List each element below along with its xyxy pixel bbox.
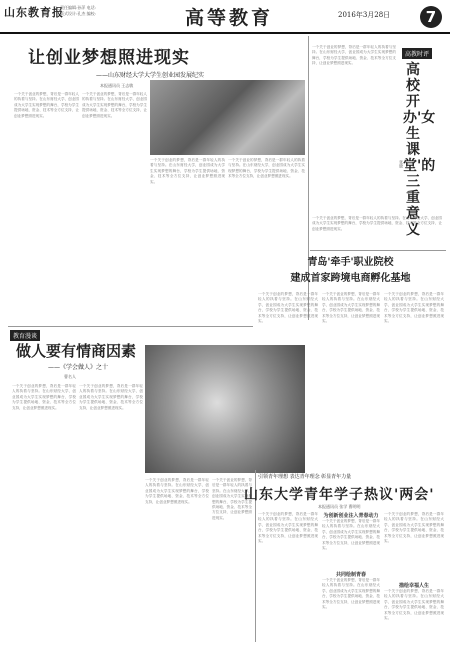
article4-right-column bbox=[384, 512, 444, 640]
article4-column: 一个关于创业的梦想，背后是一群年轻人的执着与坚持。在山东财经大学，创业园成为大学生实现梦想的舞台，学校为学生提供场地、资金、技术等全方位支持，让创业梦想照进现实。 bbox=[322, 578, 380, 610]
article4-inline-head: 为创新创业注入青春动力 bbox=[323, 513, 379, 519]
article4-byline: 本报通讯员 张学 曹明明 bbox=[318, 504, 361, 509]
article3-column: 一个关于创业的梦想，背后是一群年轻人的执着与坚持。在山东财经大学，创业园成为大学生实现梦想的舞台，学校为学生提供场地、资金、技术等全方位支持，让创业梦想照进现实。 bbox=[79, 384, 143, 410]
article4-inline-head: 描绘幸福人生 bbox=[398, 583, 429, 589]
article3-headline: 做人要有情商因素 bbox=[16, 342, 137, 360]
opinion-column: 一个关于创业的梦想，背后是一群年轻人的执着与坚持。在山东财经大学，创业园成为大学生实现梦想的舞台，学校为学生提供场地、资金、技术等全方位支持，让创业梦想照进现实。 bbox=[312, 45, 396, 66]
article2-column: 一个关于创业的梦想，背后是一群年轻人的执着与坚持。在山东财经大学，创业园成为大学生实现梦想的舞台，学校为学生提供场地、资金、技术等全方位支持，让创业梦想照进现实。 bbox=[322, 292, 380, 324]
article4-subhead: 引领青年理想 表达青年理念 彰显青年力量 bbox=[258, 474, 352, 480]
opinion-column: 一个关于创业的梦想，背后是一群年轻人的执着与坚持。在山东财经大学，创业园成为大学生实现梦想的舞台，学校为学生提供场地、资金、技术等全方位支持，让创业梦想照进现实。 bbox=[312, 216, 442, 231]
section-rule bbox=[310, 250, 446, 251]
editor-meta bbox=[60, 5, 96, 17]
article4-column: 一个关于创业的梦想，背后是一群年轻人的执着与坚持。在山东财经大学，创业园成为大学生实现梦想的舞台，学校为学生提供场地、资金、技术等全方位支持，让创业梦想照进现实。 bbox=[258, 512, 318, 544]
section-title: 高等教育 bbox=[185, 7, 274, 29]
article2-headline-line: 建成首家跨境电商孵化基地 bbox=[290, 273, 411, 284]
article3-column: 一个关于创业的梦想，背后是一群年轻人的执着与坚持。在山东财经大学，创业园成为大学生实现梦想的舞台，学校为学生提供场地、资金、技术等全方位支持，让创业梦想照进现实。 bbox=[212, 478, 252, 520]
article3-label: 教育漫谈 bbox=[10, 330, 40, 341]
article3-column: 一个关于创业的梦想，背后是一群年轻人的执着与坚持。在山东财经大学，创业园成为大学生实现梦想的舞台，学校为学生提供场地、资金、技术等全方位支持，让创业梦想照进现实。 bbox=[12, 384, 76, 410]
newspaper-logo: 山东教育报 bbox=[4, 6, 64, 19]
article4-inline-head: 共同绘制青春 bbox=[335, 572, 366, 578]
article1-byline: 本报通讯员 王志敏 bbox=[100, 83, 134, 88]
opinion-headline: 高校开办'女生课堂'的三重意义 bbox=[403, 62, 436, 238]
article4-column: 一个关于创业的梦想，背后是一群年轻人的执着与坚持。在山东财经大学，创业园成为大学生实现梦想的舞台，学校为学生提供场地、资金、技术等全方位支持，让创业梦想照进现实。 bbox=[322, 519, 380, 551]
article4-headline: 山东大学青年学子热议'两会' bbox=[244, 487, 435, 503]
issue-date: 2016年3月28日 bbox=[338, 11, 391, 19]
article1-photo bbox=[150, 80, 305, 155]
article2-column: 一个关于创业的梦想，背后是一群年轻人的执着与坚持。在山东财经大学，创业园成为大学生实现梦想的舞台，学校为学生提供场地、资金、技术等全方位支持，让创业梦想照进现实。 bbox=[258, 292, 318, 324]
article3-photo bbox=[145, 345, 305, 473]
article2-headline bbox=[258, 255, 443, 287]
article4-column: 一个关于创业的梦想，背后是一群年轻人的执着与坚持。在山东财经大学，创业园成为大学生实现梦想的舞台，学校为学生提供场地、资金、技术等全方位支持，让创业梦想照进现实。 bbox=[384, 512, 444, 544]
article3-column: 一个关于创业的梦想，背后是一群年轻人的执着与坚持。在山东财经大学，创业园成为大学生实现梦想的舞台，学校为学生提供场地、资金、技术等全方位支持，让创业梦想照进现实。 bbox=[145, 478, 209, 504]
article1-subhead: ——山东财经大学大学生创业园发展纪实 bbox=[96, 72, 205, 79]
meta-line: 责任编辑:孙萍 电话: bbox=[60, 5, 96, 10]
meta-line: 版式设计:孔杰 编校: bbox=[60, 11, 96, 16]
section-rule bbox=[8, 326, 253, 327]
article1-column: 一个关于创业的梦想，背后是一群年轻人的执着与坚持。在山东财经大学，创业园成为大学生实现梦想的舞台，学校为学生提供场地、资金、技术等全方位支持，让创业梦想照进现实。 bbox=[14, 92, 79, 118]
article4-middle-column bbox=[322, 512, 380, 640]
article3-subhead: ——《学会做人》之十 bbox=[48, 364, 109, 371]
article2-column: 一个关于创业的梦想，背后是一群年轻人的执着与坚持。在山东财经大学，创业园成为大学生实现梦想的舞台，学校为学生提供场地、资金、技术等全方位支持，让创业梦想照进现实。 bbox=[384, 292, 444, 324]
article1-column: 一个关于创业的梦想，背后是一群年轻人的执着与坚持。在山东财经大学，创业园成为大学生实现梦想的舞台，学校为学生提供场地、资金、技术等全方位支持，让创业梦想照进现实。 bbox=[228, 158, 305, 179]
article3-byline: 曹名人 bbox=[64, 374, 76, 379]
opinion-byline: 张晓 bbox=[399, 160, 404, 168]
article2-headline-line: 青岛'牵手'职业院校 bbox=[307, 257, 394, 268]
article1-column: 一个关于创业的梦想，背后是一群年轻人的执着与坚持。在山东财经大学，创业园成为大学生实现梦想的舞台，学校为学生提供场地、资金、技术等全方位支持，让创业梦想照进现实。 bbox=[150, 158, 225, 184]
article1-column: 一个关于创业的梦想，背后是一群年轻人的执着与坚持。在山东财经大学，创业园成为大学生实现梦想的舞台，学校为学生提供场地、资金、技术等全方位支持，让创业梦想照进现实。 bbox=[82, 92, 147, 118]
article1-headline: 让创业梦想照进现实 bbox=[28, 48, 190, 68]
opinion-label: 高教时评 bbox=[402, 48, 432, 59]
page-number-badge: 7 bbox=[420, 6, 442, 28]
article4-column: 一个关于创业的梦想，背后是一群年轻人的执着与坚持。在山东财经大学，创业园成为大学生实现梦想的舞台，学校为学生提供场地、资金、技术等全方位支持，让创业梦想照进现实。 bbox=[384, 589, 444, 621]
